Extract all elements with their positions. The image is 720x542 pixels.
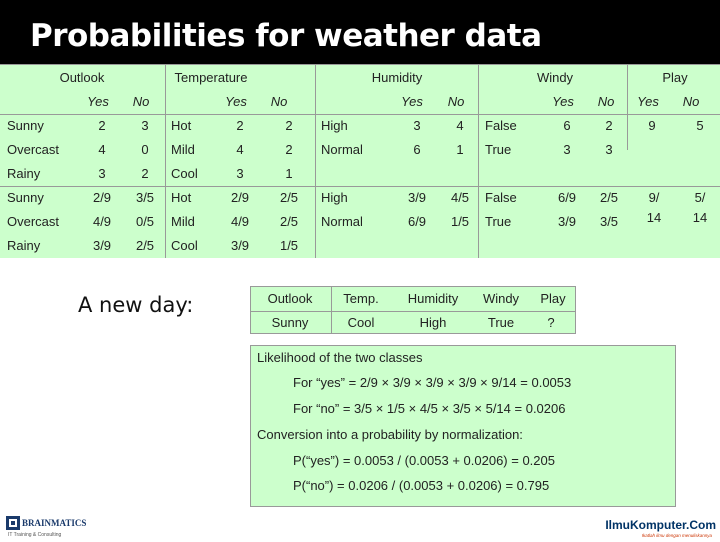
fraction-cell: 6/9 [557,190,577,205]
likelihood-no: For “no” = 3/5 × 1/5 × 4/5 × 3/5 × 5/14 = 0.0206 [293,401,566,416]
fraction-cell: 3/9 [557,214,577,229]
ilmukomputer-tagline: Ikatlah ilmu dengan menuliskannya [641,533,712,538]
count-cell: 3 [98,166,106,181]
normalization-heading: Conversion into a probability by normalization: [257,427,523,442]
header-humidity: Humidity [371,70,423,85]
count-cell: 0 [141,142,149,157]
fraction-cell: 6/9 [407,214,427,229]
subheader-yes: Yes [87,94,109,109]
fraction-cell: 2/5 [279,214,299,229]
row-label: Mild [171,142,195,157]
row-label: Rainy [7,166,41,181]
subheader-yes: Yes [552,94,574,109]
count-cell: 3 [563,142,571,157]
count-cell: 2 [285,118,293,133]
fraction-cell: 2/9 [230,190,250,205]
fraction-cell: 2/9 [92,190,112,205]
header-windy: Windy [536,70,574,85]
grid-line [627,64,628,150]
row-label: Cool [171,238,198,253]
fraction-cell: 3/9 [92,238,112,253]
likelihood-heading: Likelihood of the two classes [257,350,423,365]
count-cell: 4 [456,118,464,133]
fraction-cell: 3/9 [407,190,427,205]
probability-yes: P(“yes”) = 0.0053 / (0.0053 + 0.0206) = 0.205 [293,453,555,468]
subheader-no: No [270,94,288,109]
probability-no: P(“no”) = 0.0206 / (0.0053 + 0.0206) = 0.795 [293,478,550,493]
count-cell: 2 [605,118,613,133]
count-cell: 3 [141,118,149,133]
count-cell: 3 [413,118,421,133]
new-day-header: Windy [482,291,520,306]
row-label: Sunny [7,190,44,205]
header-outlook: Outlook [59,70,105,85]
fraction-cell: 3/9 [230,238,250,253]
new-day-header: Humidity [407,291,459,306]
subheader-yes: Yes [401,94,423,109]
count-cell: 1 [456,142,464,157]
new-day-value: ? [547,315,555,330]
count-cell: 9 [648,118,656,133]
brainmatics-logo [6,515,87,538]
subheader-yes: Yes [637,94,659,109]
fraction-cell: 1/5 [279,238,299,253]
weather-probability-table [0,64,720,258]
row-label: Normal [321,214,363,229]
fraction-cell: 0/5 [135,214,155,229]
subheader-no: No [597,94,615,109]
count-cell: 4 [236,142,244,157]
row-label: Normal [321,142,363,157]
row-label: Overcast [7,214,60,229]
count-cell: 3 [605,142,613,157]
ilmukomputer-logo [600,516,718,538]
fraction-cell: 3/5 [135,190,155,205]
row-label: True [485,142,512,157]
brainmatics-logo-text: BRAINMATICS [22,518,87,528]
new-day-value: True [487,315,515,330]
row-label: Overcast [7,142,60,157]
count-cell: 2 [285,142,293,157]
title-bar [0,0,720,64]
ilmukomputer-logo-text: IlmuKomputer.Com [605,518,716,532]
fraction-cell: 2/5 [599,190,619,205]
grid-line [0,64,720,65]
fraction-cell: 4/9 [92,214,112,229]
new-day-value: Sunny [271,315,309,330]
grid-line [0,186,720,187]
row-label: Sunny [7,118,44,133]
fraction-cell: 3/5 [599,214,619,229]
fraction-cell: 4/5 [450,190,470,205]
count-cell: 1 [285,166,293,181]
new-day-header: Play [540,291,566,306]
grid-line [315,64,316,258]
fraction-cell: 5/ [694,190,706,205]
header-play: Play [662,70,688,85]
new-day-header: Outlook [267,291,313,306]
row-label: False [485,118,517,133]
row-label: Mild [171,214,195,229]
count-cell: 2 [236,118,244,133]
row-label: False [485,190,517,205]
count-cell: 4 [98,142,106,157]
row-label: High [321,190,348,205]
fraction-cell: 4/9 [230,214,250,229]
row-label: Cool [171,166,198,181]
count-cell: 6 [563,118,571,133]
count-cell: 5 [696,118,704,133]
new-day-value: Cool [347,315,375,330]
row-label: Hot [171,118,192,133]
new-day-header: Temp. [343,291,379,306]
count-cell: 3 [236,166,244,181]
row-label: High [321,118,348,133]
new-day-table [250,286,576,334]
subheader-no: No [447,94,465,109]
slide-title: Probabilities for weather data [30,18,542,54]
fraction-cell: 2/5 [279,190,299,205]
header-temperature: Temperature [174,70,248,85]
calculation-box [250,345,676,507]
row-label: True [485,214,512,229]
grid-line [251,311,575,312]
likelihood-yes: For “yes” = 2/9 × 3/9 × 3/9 × 3/9 × 9/14 = 0.0053 [293,375,572,390]
fraction-cell: 9/ [648,190,660,205]
grid-line [165,64,166,258]
count-cell: 2 [98,118,106,133]
brainmatics-tagline: IT Training & Consulting [8,532,62,538]
fraction-cell: 1/5 [450,214,470,229]
subheader-no: No [132,94,150,109]
grid-line [331,287,332,333]
row-label: Rainy [7,238,41,253]
subheader-no: No [682,94,700,109]
fraction-cell: 14 [692,210,708,225]
fraction-cell: 14 [646,210,662,225]
fraction-cell: 2/5 [135,238,155,253]
count-cell: 6 [413,142,421,157]
subheader-yes: Yes [225,94,247,109]
new-day-value: High [419,315,447,330]
grid-line [0,114,720,115]
new-day-label: A new day: [78,293,194,317]
row-label: Hot [171,190,192,205]
grid-line [478,64,479,258]
count-cell: 2 [141,166,149,181]
